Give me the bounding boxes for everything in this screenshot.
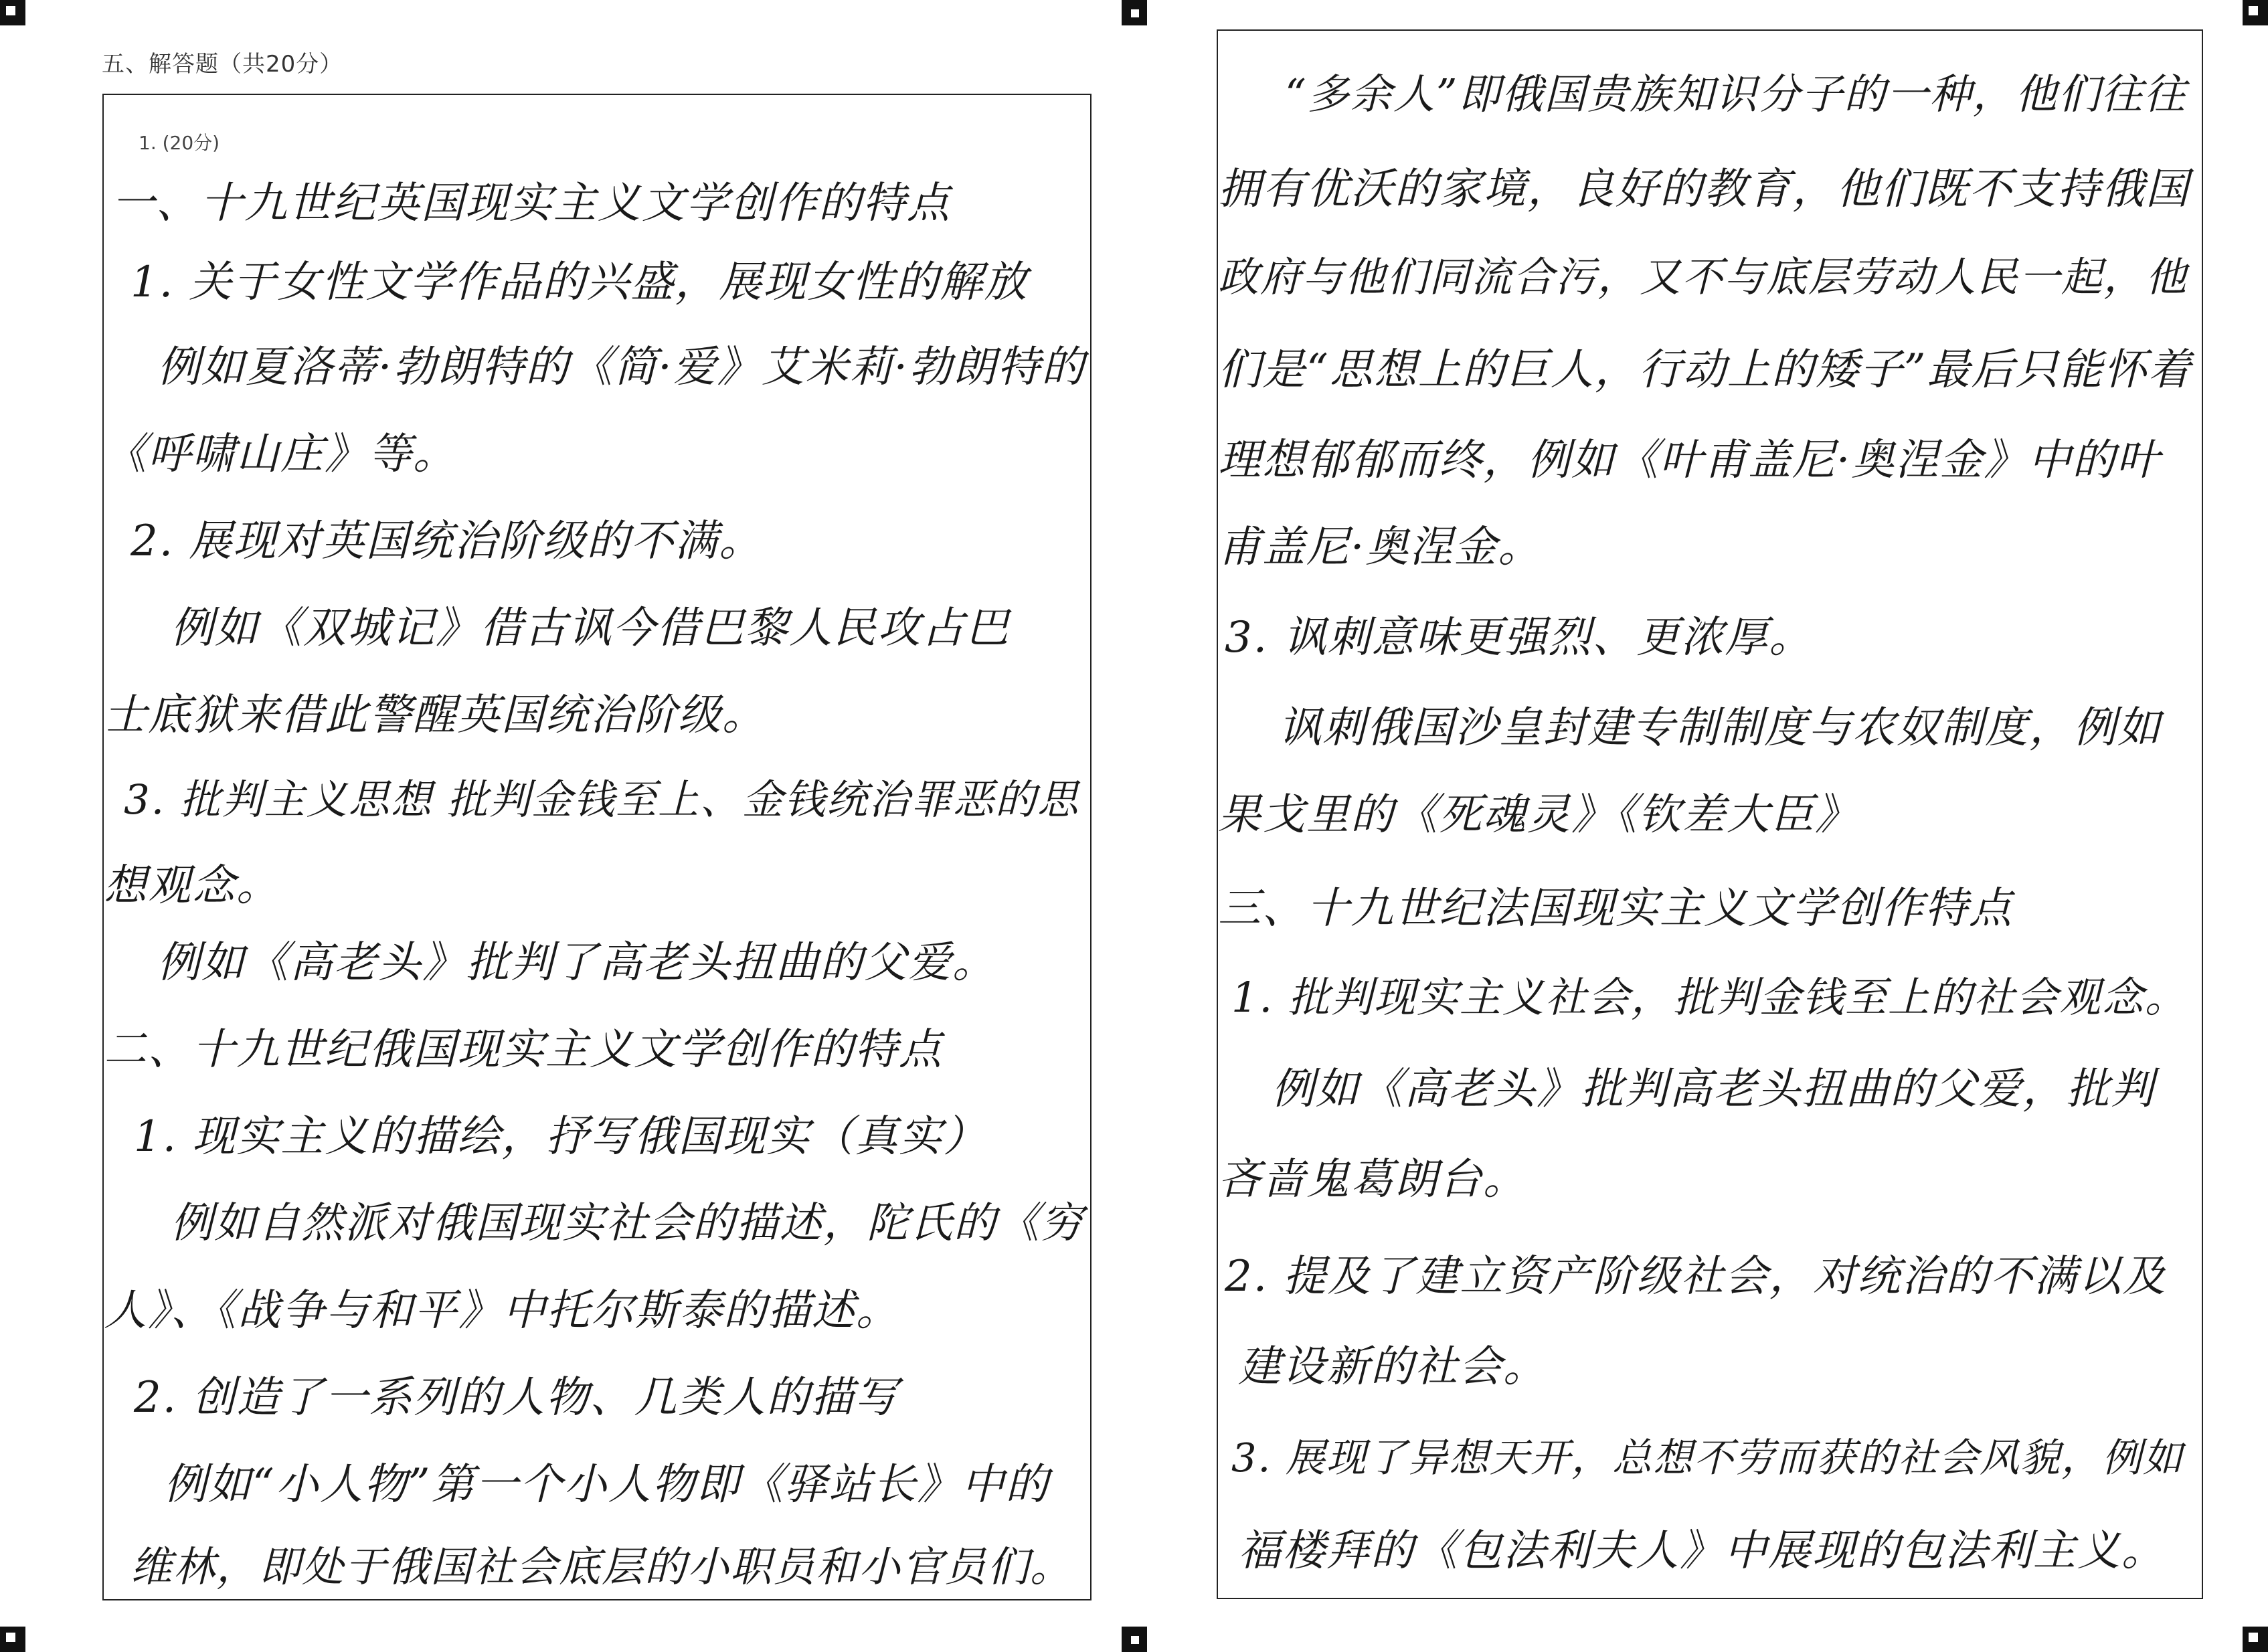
handwritten-line: 政府与他们同流合污，又不与底层劳动人民一起，他 [1218,254,2188,301]
section-title: 五、解答题（共20分） [102,51,343,78]
handwritten-line: 一、十九世纪英国现实主义文学创作的特点 [112,179,951,228]
corner-marker-bottom-center [1122,1627,1147,1652]
handwritten-line: 二、十九世纪俄国现实主义文学创作的特点 [104,1025,943,1075]
handwritten-line: 2. 提及了建立资产阶级社会，对统治的不满以及 [1225,1252,2167,1301]
handwritten-line: 例如自然派对俄国现实社会的描述，陀氏的《穷 [171,1198,1084,1247]
corner-marker-top-center [1122,0,1147,25]
handwritten-line: 讽刺俄国沙皇封建专制制度与农奴制度，例如 [1278,703,2162,753]
handwritten-line: 3. 展现了异想天开，总想不劳而获的社会风貌，例如 [1231,1435,2184,1481]
handwritten-line: 士底狱来借此警醒英国统治阶级。 [104,691,766,740]
handwritten-line: 1. 批判现实主义社会，批判金钱至上的社会观念。 [1231,973,2188,1022]
handwritten-line: 3. 讽刺意味更强烈、更浓厚。 [1225,613,1814,662]
handwritten-line: 甫盖尼·奥涅金。 [1218,523,1543,572]
handwritten-line: 理想郁郁而终，例如《叶甫盖尼·奥涅金》中的叶 [1218,436,2161,485]
handwritten-line: 《呼啸山庄》等。 [104,430,457,479]
handwritten-line: 想观念。 [104,861,280,911]
handwritten-line: 例如《双城记》借古讽今借巴黎人民攻占巴 [171,604,1010,653]
handwritten-line: 1. 关于女性文学作品的兴盛，展现女性的解放 [130,258,1029,307]
answer-sheet-left [102,94,1092,1600]
handwritten-line: 3. 批判主义思想 批判金钱至上、金钱统治罪恶的思 [124,776,1079,824]
handwritten-line: 果戈里的《死魂灵》《钦差大臣》 [1218,790,1859,840]
handwritten-line: 维林，即处于俄国社会底层的小职员和小官员们。 [130,1542,1073,1591]
handwritten-line: 拥有优沃的家境，良好的教育，他们既不支持俄国 [1218,165,2190,214]
handwritten-line: 人》、《战争与和平》中托尔斯泰的描述。 [104,1286,900,1336]
corner-marker-top-left [0,0,25,25]
handwritten-line: 1. 现实主义的描绘，抒写俄国现实（真实） [134,1112,988,1162]
handwritten-line: 建设新的社会。 [1238,1342,1547,1392]
corner-marker-bottom-left [0,1627,25,1652]
handwritten-line: 例如“小人物”第一个小人物即《驿站长》中的 [164,1460,1050,1509]
handwritten-line: 吝啬鬼葛朗台。 [1218,1155,1527,1204]
question-label: 1. (20分) [139,132,220,154]
handwritten-line: 2. 创造了一系列的人物、几类人的描写 [134,1373,899,1422]
handwritten-line: 三、十九世纪法国现实主义文学创作特点 [1218,884,2013,933]
corner-marker-bottom-right [2243,1627,2268,1652]
answer-sheet-right [1217,29,2203,1599]
handwritten-line: 例如《高老头》批判高老头扭曲的父爱，批判 [1272,1065,2155,1114]
handwritten-line: 例如《高老头》批判了高老头扭曲的父爱。 [157,938,996,988]
handwritten-line: 福楼拜的《包法利夫人》中展现的包法利主义。 [1238,1526,2166,1576]
handwritten-line: 们是“思想上的巨人，行动上的矮子”最后只能怀着 [1218,345,2192,395]
handwritten-line: 例如夏洛蒂·勃朗特的《简·爱》艾米莉·勃朗特的 [157,343,1086,392]
corner-marker-top-right [2243,0,2268,25]
handwritten-line: 2. 展现对英国统治阶级的不满。 [130,517,764,566]
handwritten-line: “多余人”即俄国贵族知识分子的一种，他们往往 [1285,70,2187,118]
